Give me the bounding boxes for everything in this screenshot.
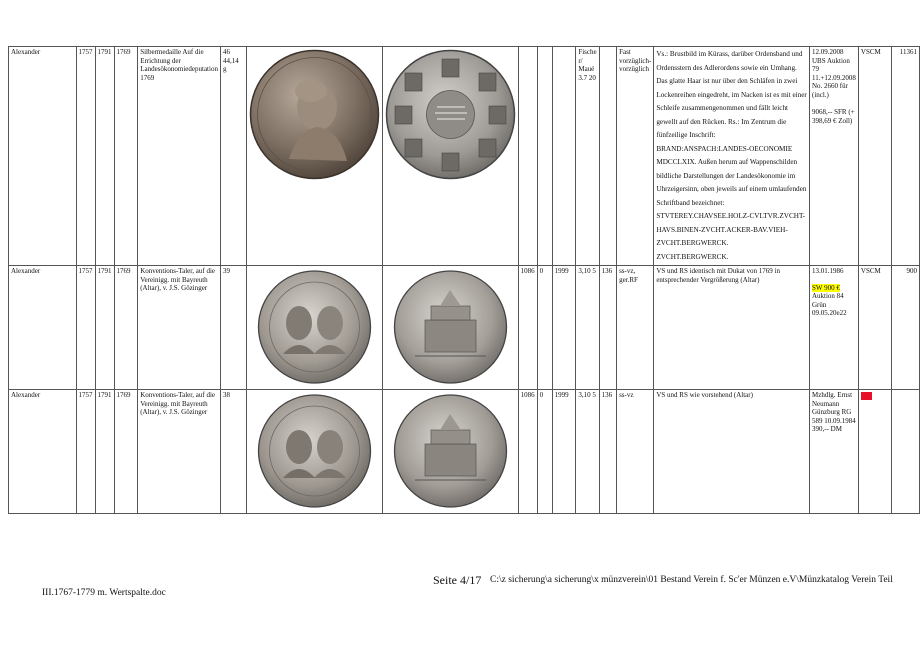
coin-image-obverse — [246, 266, 382, 390]
inventory-number — [891, 390, 919, 514]
ruler-name: Alexander — [9, 390, 77, 514]
description: Vs.: Brustbild im Kürass, darüber Ordensband und Ordensstern des Adlerordens sowie ein Umhang. Das glatte Haar ist nur über den Schläfen in zwei Lockenreihen eingedreht, im Nacken ist es mit einer Schleife zusammengenommen und fällt leicht gewellt auf den Rücken. Rs.: Im Zentrum die fünfzeilige Inschrift: BRAND:ANSPACH:LANDES-OECONOMIE MDCCLXIX. Außen herum auf Wappenschilden bildliche Darstellungen der Landesökonomie im Uhrzeigersinn, oben jeweils auf einem umlaufenden Schriftband bezeichnet: STVTEREY.CHAVSEE.HOLZ-CVLTVR.ZVCHT-HAVS.BINEN-ZVCHT.ACKER-BAV.VIEH-ZVCHT.BERGWERCK. ZVCHT.BERGWERCK. — [654, 47, 810, 266]
weight-2 — [599, 47, 616, 266]
taler-reverse-image — [385, 392, 516, 510]
page-number: Seite 4/17 — [433, 573, 482, 587]
column-num: 1086 — [518, 390, 537, 514]
source-date: 13.01.1986 — [811, 267, 844, 275]
coin-image-reverse — [382, 266, 518, 390]
taler-reverse-image — [385, 268, 516, 386]
column-zero — [537, 47, 552, 266]
column-zero: 0 — [537, 266, 552, 390]
ruler-name: Alexander — [9, 266, 77, 390]
description: VS und RS identisch mit Dukat von 1769 in entsprechender Vergrößerung (Altar) — [654, 266, 810, 390]
taler-obverse-image — [249, 392, 380, 510]
medal-reverse-image — [385, 49, 516, 180]
quality: Fast vorzüglich-vorzüglich — [617, 47, 654, 266]
table-row — [9, 47, 920, 266]
owner — [858, 390, 891, 514]
reference: Fische r/ Maué 3.7 20 — [576, 47, 599, 266]
column-year-ref: 1999 — [552, 266, 576, 390]
weight: 38 — [220, 390, 246, 514]
death-year: 1791 — [95, 390, 114, 514]
inventory-number: 900 — [891, 266, 919, 390]
death-year: 1791 — [95, 47, 114, 266]
source: Mzhdlg. Ernst Neumann Günzburg RG 589 10.09.1984 390,-- DM — [809, 390, 858, 514]
born-year: 1757 — [76, 266, 95, 390]
quality: ss-vz — [617, 390, 654, 514]
coin-title: Konventions-Taler, auf die Vereinigg. mit Bayreuth (Altar), v. J.S. Gözinger — [138, 390, 221, 514]
estimated-value-highlight: SW 900 € — [811, 283, 840, 292]
born-year: 1757 — [76, 390, 95, 514]
column-zero: 0 — [537, 390, 552, 514]
column-num: 1086 — [518, 266, 537, 390]
coin-title: Konventions-Taler, auf die Vereinigg. mit Bayreuth (Altar), v. J.S. Gözinger — [138, 266, 221, 390]
inventory-number: 11361 — [891, 47, 919, 266]
weight-2: 136 — [599, 266, 616, 390]
file-path: C:\z sicherung\a sicherung\x münzverein\01 Bestand Verein f. Sc'er Münzen e.V\Münzkatalog Verein Teil — [490, 575, 893, 585]
coin-title: Silbermedaille Auf die Errichtung der Landesökonomiedeputation 1769 — [138, 47, 221, 266]
coin-year: 1769 — [114, 390, 138, 514]
quality: ss-vz, ger.RF — [617, 266, 654, 390]
coin-image-reverse — [382, 47, 518, 266]
description: VS und RS wie vorstehend (Altar) — [654, 390, 810, 514]
owner-mark-red: SW — [861, 393, 871, 399]
owner: VSCM — [858, 47, 891, 266]
reference: 3,10 5 — [576, 390, 599, 514]
column-num — [518, 47, 537, 266]
coin-year: 1769 — [114, 266, 138, 390]
weight-2: 136 — [599, 390, 616, 514]
weight: 46 44,14 g — [220, 47, 246, 266]
owner: VSCM — [858, 266, 891, 390]
ruler-name: Alexander — [9, 47, 77, 266]
column-year-ref: 1999 — [552, 390, 576, 514]
born-year: 1757 — [76, 47, 95, 266]
table-row — [9, 266, 920, 390]
medal-obverse-image — [249, 49, 380, 180]
source: 12.09.2008 UBS Auktion 79 11.+12.09.2008 No. 2660 für (incl.) 9068,-- SFR (+ 398,69 € Zoll) — [809, 47, 858, 266]
death-year: 1791 — [95, 266, 114, 390]
coin-year: 1769 — [114, 47, 138, 266]
column-year-ref — [552, 47, 576, 266]
coin-catalog-table — [8, 46, 920, 514]
coin-image-obverse — [246, 47, 382, 266]
file-name: III.1767-1779 m. Wertspalte.doc — [42, 588, 166, 598]
taler-obverse-image — [249, 268, 380, 386]
coin-image-obverse — [246, 390, 382, 514]
source — [809, 266, 858, 390]
table-row — [9, 390, 920, 514]
weight: 39 — [220, 266, 246, 390]
source-auction: Auktion 84 Grün 09.05.20e22 — [811, 292, 847, 318]
reference: 3,10 5 — [576, 266, 599, 390]
coin-image-reverse — [382, 390, 518, 514]
